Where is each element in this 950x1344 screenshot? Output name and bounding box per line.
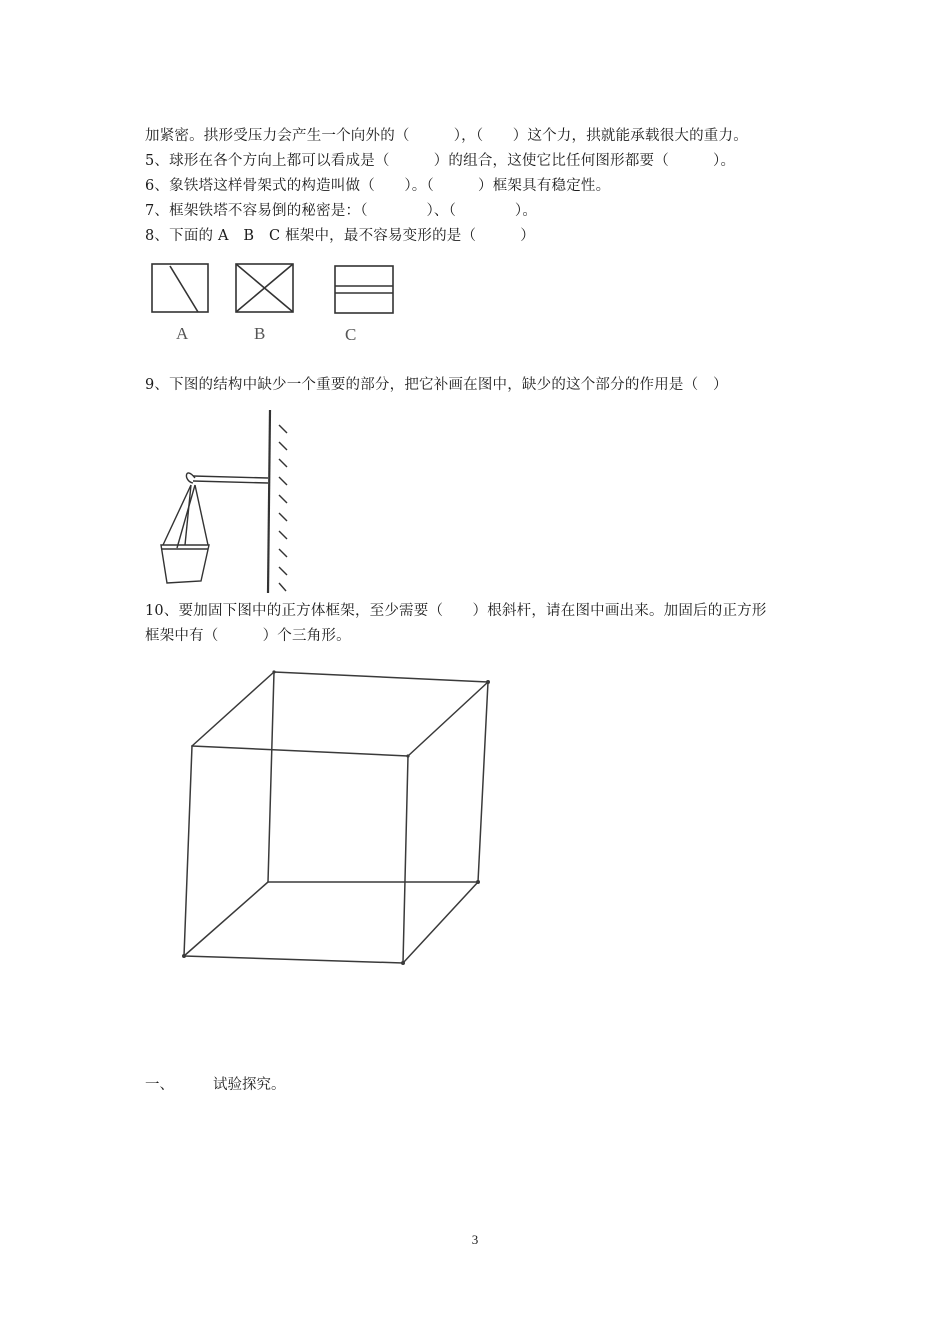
cube-edge — [408, 682, 488, 756]
frame-a-diagonal — [170, 266, 198, 312]
cube-edge — [192, 672, 274, 746]
page-number: 3 — [471, 1232, 479, 1247]
question-7: 7、框架铁塔不容易倒的秘密是：（ ）、（ ）。 — [145, 203, 538, 219]
question-10: 10、要加固下图中的正方体框架，至少需要（ ）根斜杆，请在图中画出来。加固后的正方形 — [145, 603, 767, 619]
frame-c — [335, 266, 393, 313]
question-6: 6、象铁塔这样骨架式的构造叫做（ ）。（ ）框架具有稳定性。 — [145, 178, 611, 194]
cube-edge — [184, 746, 192, 956]
frame-a-label: A — [176, 324, 189, 343]
question-10-continued: 框架中有（ ）个三角形。 — [145, 628, 351, 644]
bracket-figure — [155, 405, 305, 595]
question-9: 9、下图的结构中缺少一个重要的部分，把它补画在图中，缺少的这个部分的作用是（ ） — [145, 377, 728, 393]
wall — [268, 410, 270, 593]
cube-edge — [268, 672, 274, 882]
section-number: 一、 — [145, 1077, 174, 1093]
cube-edge — [184, 882, 268, 956]
frame-c-label: C — [345, 325, 357, 344]
horizontal-bar — [193, 476, 268, 478]
cube-edge — [184, 956, 403, 963]
text-line-arch: 加紧密。拱形受压力会产生一个向外的（ ），（ ）这个力，拱就能承载很大的重力。 — [145, 128, 748, 144]
question-5: 5、球形在各个方向上都可以看成是（ ）的组合，这使它比任何图形都要（ ）。 — [145, 153, 736, 169]
section-heading — [145, 1075, 286, 1095]
cube-figure — [170, 660, 510, 980]
cube-edge — [192, 746, 408, 756]
cube-edge — [403, 882, 478, 963]
frame-b-label: B — [254, 324, 266, 343]
basket — [161, 545, 209, 583]
cube-edge — [274, 672, 488, 682]
frames-figure — [140, 255, 420, 350]
cube-edge — [403, 756, 408, 963]
section-title: 试验探究。 — [213, 1077, 286, 1093]
frame-a — [152, 264, 208, 312]
cube-edge — [478, 682, 488, 882]
question-8: 8、下面的 A B C 框架中，最不容易变形的是（ ） — [145, 228, 535, 244]
